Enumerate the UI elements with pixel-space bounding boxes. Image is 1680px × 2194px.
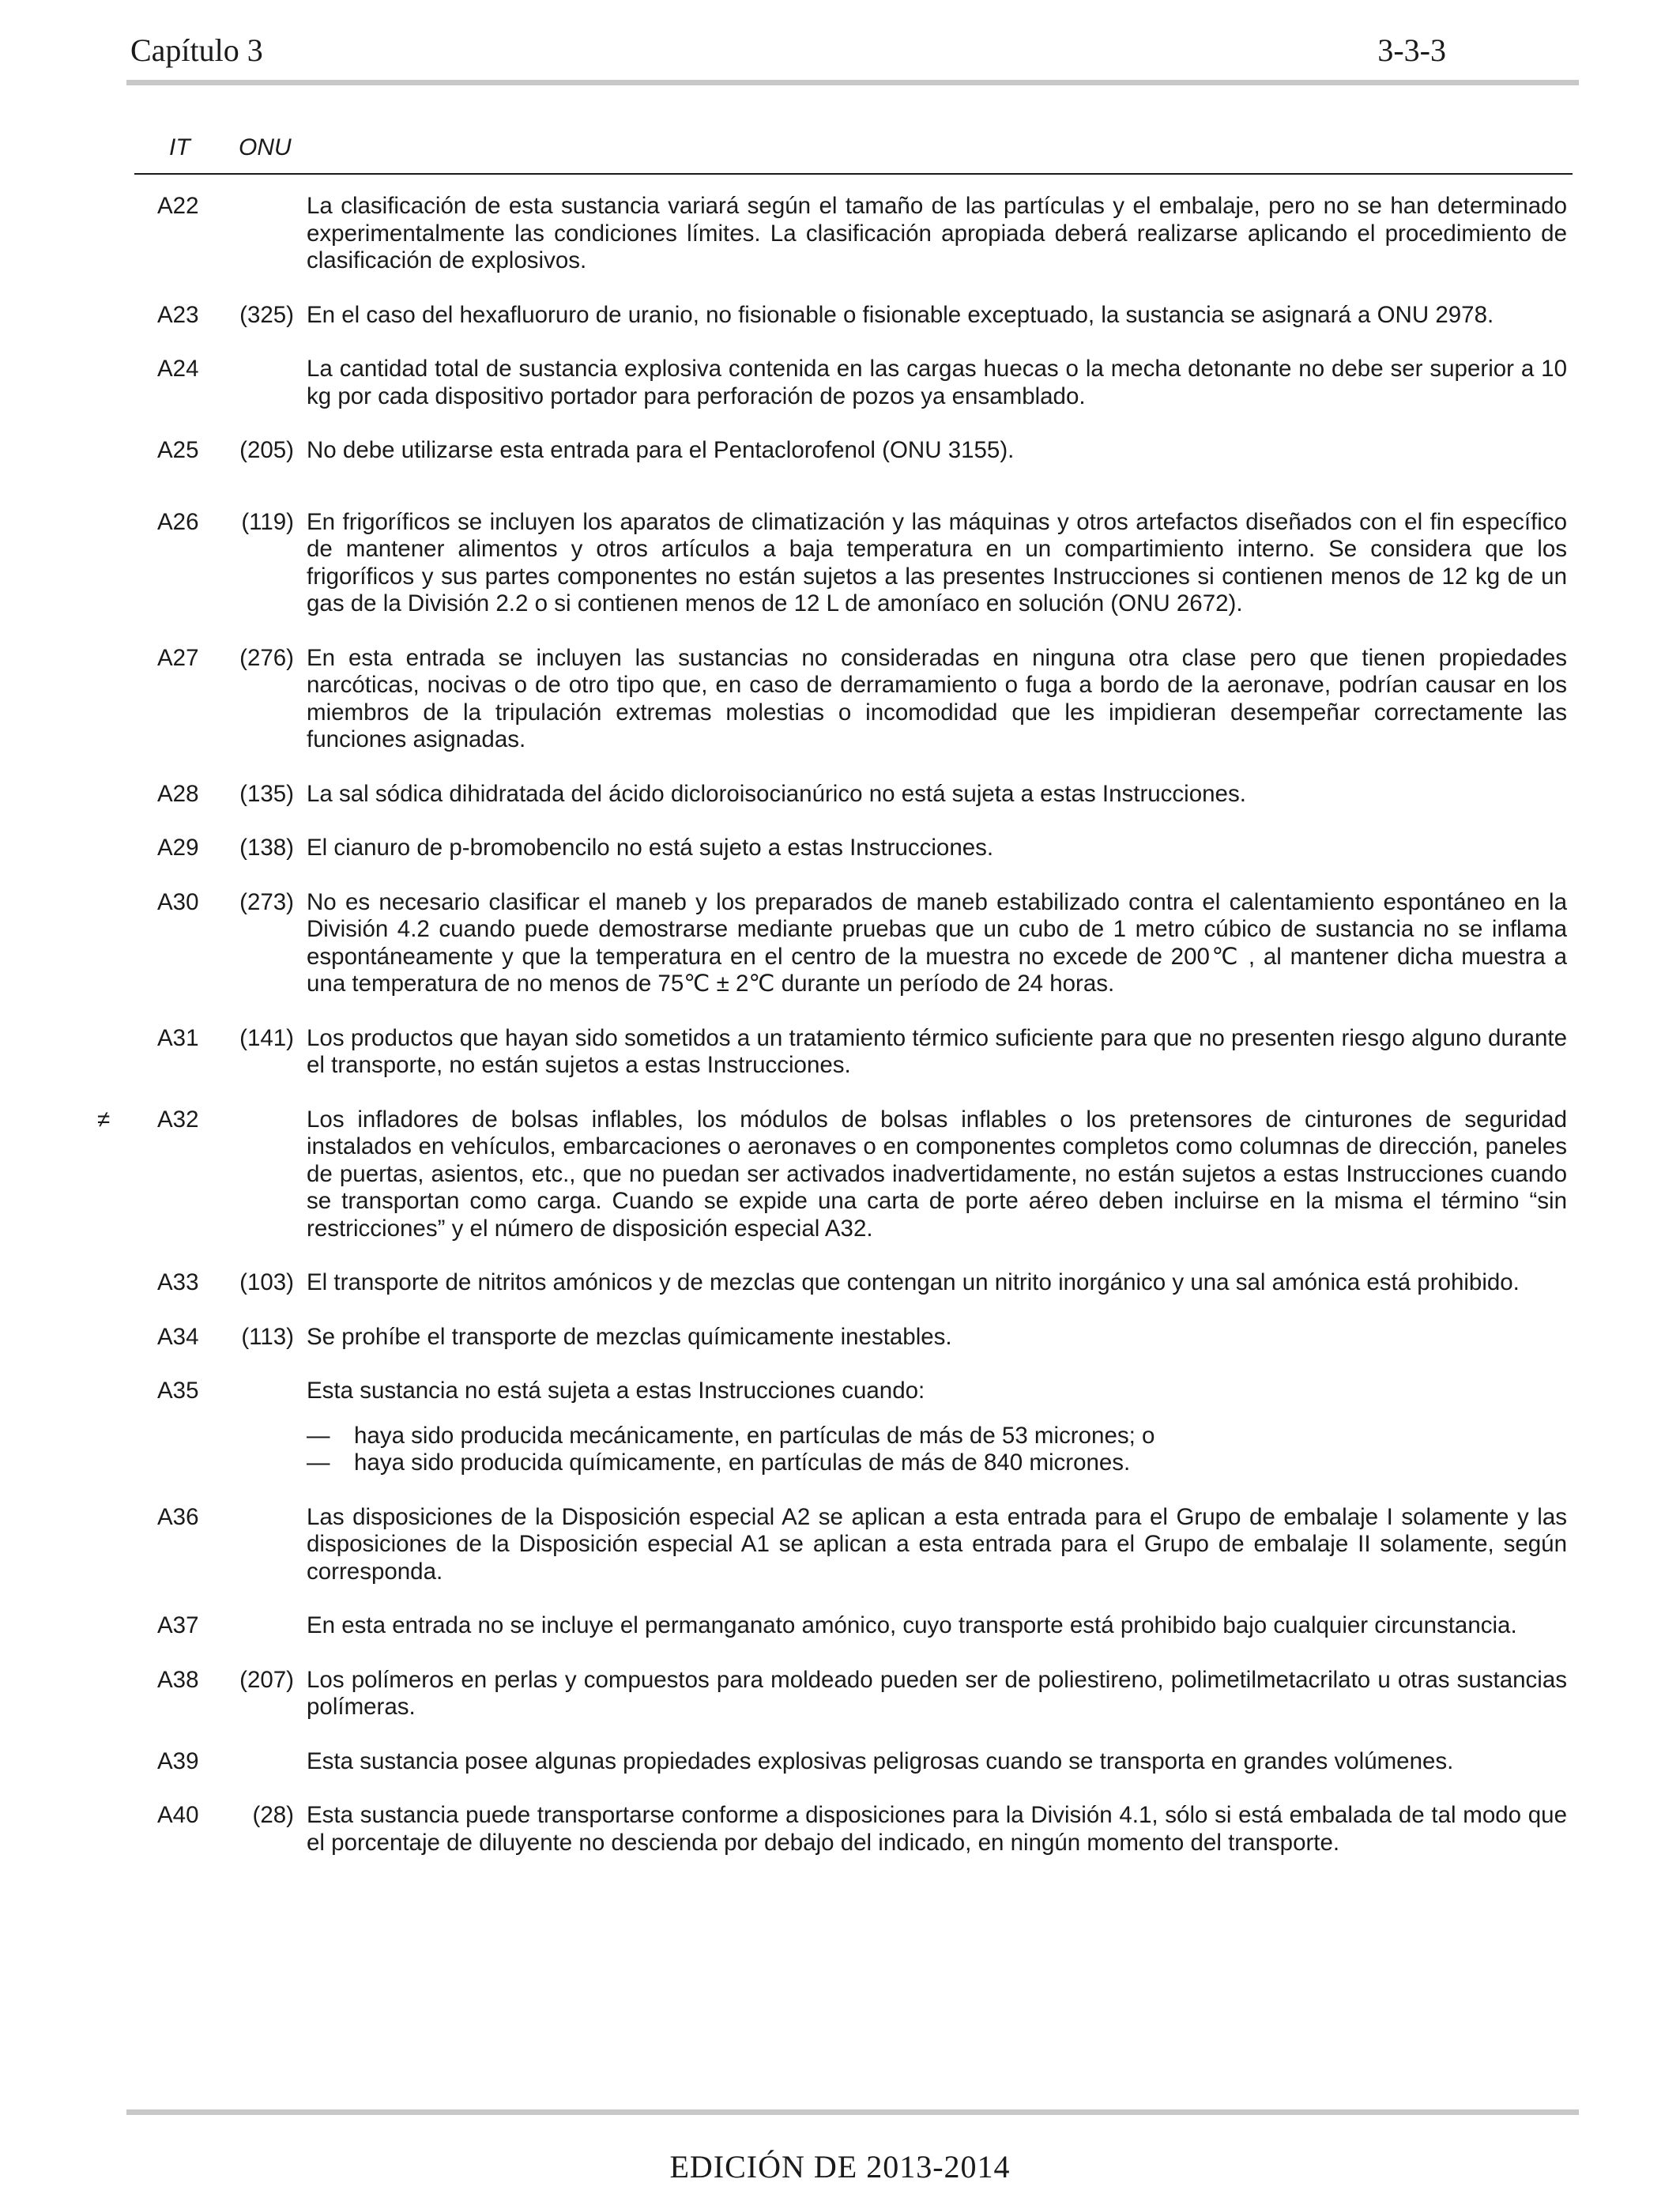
provision-entry [0, 1748, 1680, 1776]
provision-text-block [307, 1504, 1567, 1586]
provision-entry [0, 302, 1680, 330]
provision-code: A35 [157, 1378, 199, 1404]
onu-reference: (325) [239, 301, 294, 328]
provision-text: El transporte de nitritos amónicos y de mezclas que contengan un nitrito inorgánico y una sal amónica está prohibido. [307, 1269, 1520, 1295]
provision-text: En esta entrada se incluyen las sustancias no consideradas en ninguna otra clase pero que tienen propiedades narcóticas, nocivas o de otro tipo que, en caso de derramamiento o fuga a bordo de la aeronave, podrían causar en los miembros de la tripulación extremas molestias o incomodidad que les impidieran desempeñar correctamente las funciones asignadas. [307, 644, 1567, 752]
provision-text: El cianuro de p-bromobencilo no está sujeto a estas Instrucciones. [307, 835, 994, 861]
provision-text-block [307, 193, 1567, 275]
onu-reference: (28) [252, 1802, 294, 1828]
dash-list [307, 1423, 1567, 1477]
dash-bullet: — [307, 1449, 330, 1476]
provision-entry [0, 356, 1680, 410]
provision-code: A28 [157, 780, 199, 807]
provision-entry [0, 1106, 1680, 1243]
page-number: 3-3-3 [1377, 32, 1446, 68]
provision-code: A29 [157, 835, 199, 861]
provision-text-block [307, 437, 1567, 465]
dash-bullet: — [307, 1422, 330, 1449]
provision-text-block [307, 781, 1567, 809]
edition-footer: EDICIÓN DE 2013-2014 [669, 2149, 1011, 2185]
provision-text-block [307, 645, 1567, 754]
provision-text: Los polímeros en perlas y compuestos para moldeado pueden ser de poliestireno, polimetilmetacrilato u otras sustancias polímeras. [307, 1666, 1567, 1720]
provision-code: A30 [157, 888, 199, 915]
provision-text-block [307, 509, 1567, 618]
provision-text-block [307, 1025, 1567, 1080]
provision-entry [0, 1324, 1680, 1351]
provision-code: A38 [157, 1666, 199, 1693]
dash-item-text: haya sido producida mecánicamente, en partículas de más de 53 micrones; o [354, 1422, 1155, 1449]
column-header-rule [134, 173, 1573, 175]
page-header [130, 32, 1446, 79]
onu-reference: (273) [239, 888, 294, 915]
provision-code: A31 [157, 1024, 199, 1051]
provision-code: A33 [157, 1269, 199, 1295]
provision-code: A39 [157, 1747, 199, 1774]
dash-list-item [307, 1423, 1567, 1450]
provision-text: La cantidad total de sustancia explosiva contenida en las cargas huecas o la mecha detonante no debe ser superior a 10 kg por cada dispositivo portador para perforación de pozos ya ensamblado. [307, 356, 1567, 409]
provision-text: La clasificación de esta sustancia variará según el tamaño de las partículas y el embalaje, pero no se han determinado experimentalmente las condiciones límites. La clasificación apropiada deberá realizarse aplicando el procedimiento de clasificación de explosivos. [307, 193, 1567, 273]
provision-text: La sal sódica dihidratada del ácido dicloroisocianúrico no está sujeta a estas Instrucciones. [307, 780, 1246, 807]
provision-entry [0, 1504, 1680, 1586]
provision-code: A27 [157, 644, 199, 671]
provision-entry [0, 781, 1680, 809]
provision-entry [0, 1667, 1680, 1721]
provision-text: En esta entrada no se incluye el permanganato amónico, cuyo transporte está prohibido bajo cualquier circunstancia. [307, 1612, 1517, 1638]
onu-reference: (207) [239, 1666, 294, 1693]
provision-code: A24 [157, 356, 199, 382]
provision-text: Esta sustancia no está sujeta a estas Instrucciones cuando: [307, 1378, 925, 1404]
provision-code: A22 [157, 193, 199, 219]
onu-reference: (138) [239, 835, 294, 861]
provision-text-block [307, 1612, 1567, 1640]
provision-entry [0, 1612, 1680, 1640]
special-provisions-list [0, 193, 1680, 1883]
provision-code: A34 [157, 1323, 199, 1350]
provision-entry [0, 437, 1680, 465]
provision-text: En frigoríficos se incluyen los aparatos de climatización y las máquinas y otros artefactos diseñados con el fin específico de mantener alimentos y otros artículos a baja temperatura en un compartimiento interno. Se considera que los frigoríficos y sus partes componentes no están sujetos a las presentes Instrucciones si contienen menos de 12 kg de un gas de la División 2.2 o si contienen menos de 12 L de amoníaco en solución (ONU 2672). [307, 508, 1567, 616]
provision-code: A23 [157, 301, 199, 328]
provision-entry [0, 835, 1680, 862]
provision-text-block [307, 1269, 1567, 1297]
provision-text: En el caso del hexafluoruro de uranio, no fisionable o fisionable exceptuado, la sustancia se asignará a ONU 2978. [307, 301, 1494, 328]
provision-entry [0, 1378, 1680, 1477]
provision-text-block [307, 1802, 1567, 1857]
column-header-it: IT [169, 134, 190, 160]
provision-code: A25 [157, 437, 199, 463]
provision-text-block [307, 1667, 1567, 1721]
provision-text-block [307, 1378, 1567, 1477]
provision-text-block [307, 1324, 1567, 1351]
provision-entry [0, 1025, 1680, 1080]
onu-reference: (113) [241, 1323, 294, 1350]
provision-code: A40 [157, 1802, 199, 1828]
provision-entry [0, 193, 1680, 275]
column-header-onu: ONU [239, 134, 292, 160]
onu-reference: (205) [239, 437, 294, 463]
provision-text: Los productos que hayan sido sometidos a un tratamiento térmico suficiente para que no presenten riesgo alguno durante el transporte, no están sujetos a estas Instrucciones. [307, 1024, 1567, 1078]
provision-code: A32 [157, 1106, 199, 1133]
provision-entry [0, 889, 1680, 998]
provision-text-block [307, 889, 1567, 998]
chapter-title: Capítulo 3 [130, 32, 263, 68]
provision-code: A37 [157, 1612, 199, 1638]
provision-entry [0, 509, 1680, 618]
provision-text: Las disposiciones de la Disposición especial A2 se aplican a esta entrada para el Grupo de embalaje I solamente y las disposiciones de la Disposición especial A1 se aplican a esta entrada para el Grupo de embalaje II solamente, según corresponda. [307, 1503, 1567, 1585]
provision-code: A26 [157, 508, 199, 535]
provision-text-block [307, 1748, 1567, 1776]
provision-entry [0, 1269, 1680, 1297]
onu-reference: (276) [239, 644, 294, 671]
provision-text: Se prohíbe el transporte de mezclas químicamente inestables. [307, 1323, 952, 1350]
onu-reference: (119) [241, 508, 294, 535]
provision-text: Esta sustancia puede transportarse conforme a disposiciones para la División 4.1, sólo si está embalada de tal modo que el porcentaje de diluyente no descienda por debajo del indicado, en ningún momento del transporte. [307, 1802, 1567, 1856]
onu-reference: (135) [239, 780, 294, 807]
provision-text: No debe utilizarse esta entrada para el Pentaclorofenol (ONU 3155). [307, 437, 1015, 463]
provision-text-block [307, 302, 1567, 330]
dash-list-item [307, 1449, 1567, 1477]
provision-text: Los infladores de bolsas inflables, los módulos de bolsas inflables o los pretensores de cinturones de seguridad instalados en vehículos, embarcaciones o aeronaves o en componentes completos como columnas de dirección, paneles de puertas, asientos, etc., que no puedan ser activados inadvertidamente, no están sujetos a estas Instrucciones cuando se transportan como carga. Cuando se expide una carta de porte aéreo deben incluirse en la misma el término “sin restricciones” y el número de disposición especial A32. [307, 1106, 1567, 1242]
provision-text-block [307, 1106, 1567, 1243]
provision-text-block [307, 835, 1567, 862]
onu-reference: (141) [239, 1024, 294, 1051]
provision-text: No es necesario clasificar el maneb y los preparados de maneb estabilizado contra el calentamiento espontáneo en la División 4.2 cuando puede demostrarse mediante pruebas que un cubo de 1 metro cúbico de sustancia no se inflama espontáneamente y que la temperatura en el centro de la muestra no excede de 200℃ , al mantener dicha muestra a una temperatura de no menos de 75℃ ± 2℃ durante un período de 24 horas. [307, 888, 1567, 997]
onu-reference: (103) [239, 1269, 294, 1295]
footer-rule [126, 2109, 1579, 2115]
header-rule [126, 80, 1579, 85]
provision-entry [0, 1802, 1680, 1857]
change-mark: ≠ [97, 1106, 111, 1133]
provision-text: Esta sustancia posee algunas propiedades explosivas peligrosas cuando se transporta en grandes volúmenes. [307, 1747, 1454, 1774]
dash-item-text: haya sido producida químicamente, en partículas de más de 840 micrones. [354, 1449, 1131, 1476]
provision-text-block [307, 356, 1567, 410]
provision-entry [0, 645, 1680, 754]
provision-code: A36 [157, 1503, 199, 1530]
